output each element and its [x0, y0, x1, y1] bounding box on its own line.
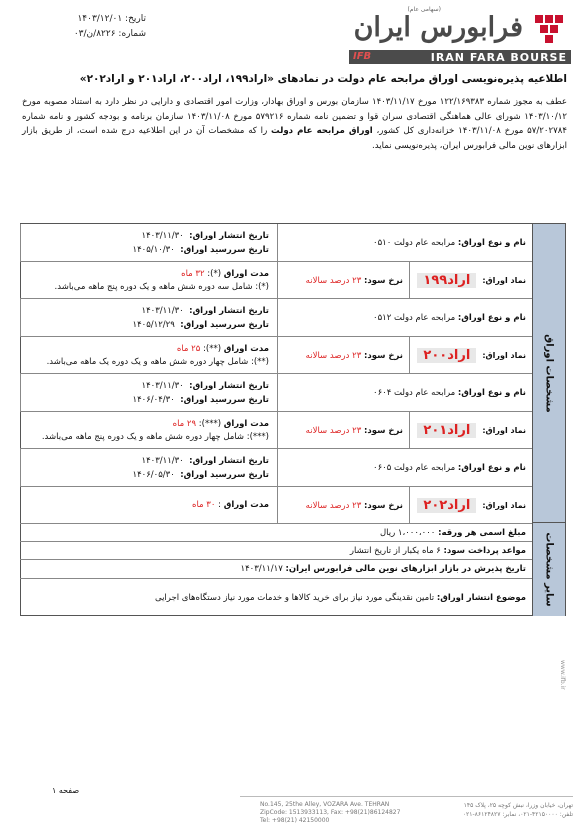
footer-address-fa	[423, 801, 573, 819]
other-spec-row	[20, 579, 532, 617]
body-tail: را که مشخصات آن در این اطلاعیه درج شده است، از طریق بازار ابزارهای نوین مالی فرابورس ایران، پذیره‌نویسی نماید.	[22, 126, 567, 151]
other-spec-label: موضوع انتشار اوراق:	[436, 593, 526, 603]
footer	[240, 796, 573, 822]
other-spec-value: ۶ ماه یکبار از تاریخ انتشار	[349, 545, 441, 556]
other-spec-label: تاریخ پذیرش در بازار ابزارهای نوین مالی فرابورس ایران:	[285, 564, 526, 574]
logo-mark-icon	[531, 12, 571, 46]
bond-row-name	[20, 224, 532, 262]
other-spec-value: تامین نقدینگی مورد نیاز برای خرید کالاها و خدمات مورد نیاز دستگاه‌های اجرایی	[154, 593, 435, 603]
bond-name-label: نام و نوع اوراق:	[457, 238, 526, 248]
bond-name-cell	[277, 374, 532, 412]
bond-dates-cell	[20, 449, 277, 487]
bond-symbol: اراد۱۹۹	[417, 273, 476, 288]
other-spec-row	[20, 542, 532, 560]
symbol-label: نماد اوراق:	[482, 501, 526, 510]
document-date: تاریخ: ۱۴۰۳/۱۲/۰۱	[77, 14, 146, 24]
footer-en-address: No.145, 25the Alley, VOZARA Ave. TEHRAN	[260, 801, 390, 808]
other-spec-row	[20, 524, 532, 542]
footer-address-line: تهران، خیابان وزرا، نبش کوچه ۲۵، پلاک ۱۴۵	[463, 802, 573, 809]
bond-dates-cell	[20, 374, 277, 412]
footer-phone-line: تلفن: ۴۲۱۵۰۰۰۰-۰۲۱، نمابر: ۸۶۱۲۴۸۲۷-۰۲۱	[462, 811, 573, 818]
document-meta	[36, 12, 146, 42]
other-spec-label: مبلغ اسمی هر ورقه:	[438, 527, 526, 538]
bond-dates-cell	[20, 299, 277, 337]
maturity-date: تاریخ سررسید اوراق: ۱۴۰۵/۱۲/۲۹	[132, 320, 269, 330]
bond-symbol: اراد۲۰۲	[417, 498, 476, 513]
bond-rate-cell	[277, 412, 409, 449]
bond-term: مدت اوراق : ۳۰ ماه	[191, 500, 269, 510]
bond-symbol: اراد۲۰۱	[417, 423, 476, 438]
announcement-title: اطلاعیه پذیره‌نویسی اوراق مرابحه عام دولت در نمادهای «اراد۱۹۹، اراد۲۰۰، اراد۲۰۱ و اراد۲۰۲»	[79, 73, 567, 85]
logo-short: IFB	[353, 51, 372, 62]
symbol-label: نماد اوراق:	[482, 426, 526, 435]
bond-term-cell	[20, 262, 277, 299]
bond-name-cell	[277, 449, 532, 487]
announcement-body	[22, 95, 567, 153]
bond-term-note: (***): شامل چهار دوره شش ماهه و یک دوره پنج ماهه می‌باشد.	[41, 431, 269, 442]
body-bold: اوراق مرابحه عام دولت	[271, 126, 373, 137]
issue-date: تاریخ انتشار اوراق: ۱۴۰۳/۱۱/۳۰	[141, 381, 269, 391]
rate-label: نرخ سود:	[363, 350, 403, 361]
bond-rate-cell	[277, 487, 409, 524]
issue-date: تاریخ انتشار اوراق: ۱۴۰۳/۱۱/۳۰	[141, 306, 269, 316]
bond-name-value: مرابحه عام دولت ۰۶۰۴	[373, 388, 456, 398]
bond-name-cell	[277, 299, 532, 337]
bond-term-cell	[20, 337, 277, 374]
rate-label: نرخ سود:	[363, 500, 403, 511]
bond-dates-cell	[20, 224, 277, 262]
document-number: شماره: ۸۲۲۶/ن/۰۳	[73, 29, 146, 39]
bond-row-symbol	[20, 412, 532, 449]
bond-name-value: مرابحه عام دولت ۰۵۱۰	[373, 238, 456, 248]
maturity-date: تاریخ سررسید اوراق: ۱۴۰۵/۱۰/۳۰	[132, 245, 269, 255]
bond-rate: ۲۳ درصد سالانه	[305, 500, 362, 511]
section-label-specs: مشخصات اوراق	[532, 224, 565, 523]
bond-rate: ۲۳ درصد سالانه	[305, 275, 362, 286]
bond-table	[20, 223, 566, 616]
issue-date: تاریخ انتشار اوراق: ۱۴۰۳/۱۱/۳۰	[141, 456, 269, 466]
logo-name-fa: فرابورس ایران	[353, 12, 523, 43]
issue-date: تاریخ انتشار اوراق: ۱۴۰۳/۱۱/۳۰	[141, 231, 269, 241]
bond-symbol-cell	[409, 262, 532, 299]
symbol-label: نماد اوراق:	[482, 351, 526, 360]
page-number: صفحه ۱	[52, 786, 80, 795]
bond-row-symbol	[20, 262, 532, 299]
logo-name-en: IRAN FARA BOURSE	[430, 51, 567, 64]
bond-term-cell	[20, 412, 277, 449]
bond-term: مدت اوراق (***): ۲۹ ماه	[172, 418, 269, 429]
bond-name-cell	[277, 224, 532, 262]
website-url[interactable]: www.ifb.ir	[559, 660, 566, 690]
bond-symbol-cell	[409, 412, 532, 449]
bond-term-note: (**): شامل چهار دوره شش ماهه و یک دوره یک ماهه می‌باشد.	[46, 356, 269, 367]
bond-symbol-cell	[409, 487, 532, 524]
bond-symbol: اراد۲۰۰	[417, 348, 476, 363]
bond-rate-cell	[277, 337, 409, 374]
bond-name-label: نام و نوع اوراق:	[457, 463, 526, 473]
bond-row-symbol	[20, 487, 532, 524]
bond-rate: ۲۳ درصد سالانه	[305, 350, 362, 361]
footer-en-zip: ZipCode: 1513933113, Fax: +98(21)86124827	[260, 809, 401, 816]
footer-address-en	[260, 801, 400, 825]
bond-row-name	[20, 299, 532, 337]
bond-name-value: مرابحه عام دولت ۰۶۰۵	[373, 463, 456, 473]
section-label-other: سایر مشخصات	[532, 523, 565, 616]
other-spec-label: مواعد پرداخت سود:	[443, 545, 526, 556]
rate-label: نرخ سود:	[363, 425, 403, 436]
maturity-date: تاریخ سررسید اوراق: ۱۴۰۶/۰۴/۳۰	[132, 395, 269, 405]
bond-rate: ۲۳ درصد سالانه	[305, 425, 362, 436]
logo-tagline: (سهامی عام)	[407, 6, 441, 13]
bond-rate-cell	[277, 262, 409, 299]
other-spec-value: ۱،۰۰۰،۰۰۰ ریال	[379, 527, 436, 538]
bond-term: مدت اوراق (*): ۳۲ ماه	[181, 268, 269, 279]
bond-row-name	[20, 374, 532, 412]
bond-name-value: مرابحه عام دولت ۰۵۱۲	[373, 313, 456, 323]
bond-term-cell	[20, 487, 277, 524]
bond-symbol-cell	[409, 337, 532, 374]
company-logo	[346, 8, 571, 66]
bond-term: مدت اوراق (**): ۲۵ ماه	[176, 343, 269, 354]
bond-name-label: نام و نوع اوراق:	[457, 388, 526, 398]
bond-name-label: نام و نوع اوراق:	[457, 313, 526, 323]
bond-row-symbol	[20, 337, 532, 374]
footer-en-tel: Tel: +98(21) 42150000	[260, 817, 330, 824]
bond-row-name	[20, 449, 532, 487]
bond-term-note: (*): شامل سه دوره شش ماهه و یک دوره پنج ماهه می‌باشد.	[54, 281, 269, 292]
logo-bar	[349, 50, 571, 64]
other-spec-row	[20, 560, 532, 579]
other-spec-value: ۱۴۰۳/۱۱/۱۷	[240, 564, 283, 574]
symbol-label: نماد اوراق:	[482, 276, 526, 285]
body-text: عطف به مجوز شماره ۱۲۲/۱۶۹۳۸۳ مورخ ۱۴۰۳/۱۱/۱۷ سازمان بورس و اوراق بهادار، وزارت امور اقتصادی و دارایی در نظر دارد به استناد مصوبه مورخ ۱۴۰۳/۱۰/۱۲ شورای عالی هماهنگی اقتصادی سران قوا و تضمین نامه شماره ۵۷۹۲۱۶ مورخ ۱۴۰۳/۱۱/۰۸ سازمان برنامه و بودجه کشور و نامه شماره ۵۷/۲۰۲۷۸۴ مورخ ۱۴۰۳/۱۱/۰۸ خزانه‌داری کل کشور،	[22, 97, 567, 137]
maturity-date: تاریخ سررسید اوراق: ۱۴۰۶/۰۵/۳۰	[132, 470, 269, 480]
rate-label: نرخ سود:	[363, 275, 403, 286]
